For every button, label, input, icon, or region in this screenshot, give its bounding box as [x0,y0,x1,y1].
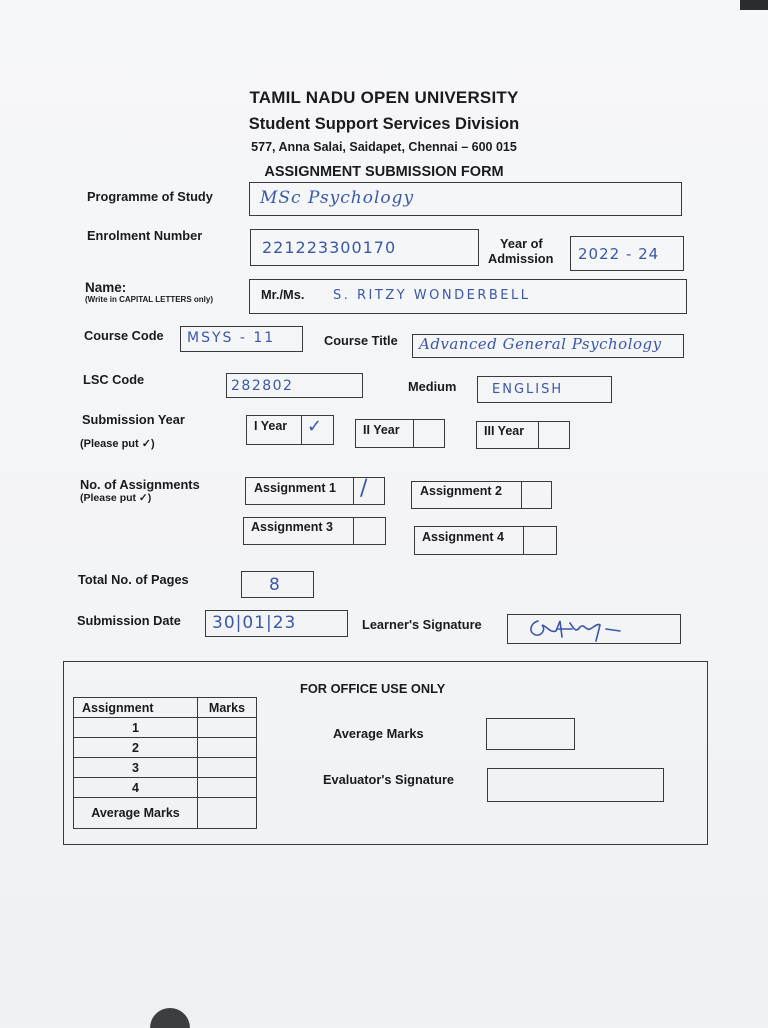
marks-cell[interactable] [198,778,257,798]
assignment-option-3[interactable] [243,517,386,545]
university-name: TAMIL NADU OPEN UNIVERSITY [249,88,519,107]
signature-field[interactable] [507,614,681,644]
average-marks-label: Average Marks [333,726,424,741]
course-code-label: Course Code [84,328,164,343]
table-row-average [74,798,257,829]
course-title-field[interactable] [412,334,684,358]
check-mark-icon: ✓ [307,416,323,437]
year-option-3-checkbox[interactable] [538,421,570,449]
programme-field[interactable] [249,182,682,216]
row-label: 2 [74,738,198,758]
submission-date-field[interactable] [205,610,348,637]
lsc-field[interactable] [226,373,363,398]
assignment-option-4[interactable] [414,526,557,555]
year-option-1[interactable] [246,415,334,445]
avg-row-label: Average Marks [74,798,198,829]
year-option-2-checkbox[interactable] [413,419,445,448]
evaluator-label: Evaluator's Signature [323,772,455,787]
marks-cell[interactable] [198,758,257,778]
marks-cell[interactable] [198,718,257,738]
evaluator-signature-field[interactable] [487,768,664,802]
programme-label: Programme of Study [87,189,213,204]
submission-date-label: Submission Date [77,613,181,628]
no-assignments-label: No. of Assignments [80,477,200,492]
year-option-3[interactable] [476,421,570,449]
year-option-2[interactable] [355,419,445,448]
medium-label: Medium [408,379,457,394]
year-admission-value: 2022 - 24 [578,245,660,263]
year-admission-label-2: Admission [488,251,554,266]
medium-field[interactable] [477,376,612,403]
signature-label: Learner's Signature [362,617,482,632]
address: 577, Anna Salai, Saidapet, Chennai – 600 015 [251,140,517,154]
enrolment-value: 221223300170 [262,238,397,257]
name-prefix: Mr./Ms. [261,287,305,302]
check-mark-icon: / [360,476,368,501]
table-header-assignment: Assignment [74,698,198,718]
enrolment-field[interactable] [250,229,479,266]
enrolment-label: Enrolment Number [87,228,203,243]
year-option-1-checkbox[interactable] [301,415,334,445]
average-marks-field[interactable] [486,718,575,750]
lsc-value: 282802 [231,378,294,394]
year-admission-label-1: Year of [500,236,543,251]
year-option-3-label: III Year [484,424,525,438]
submission-year-note: (Please put ✓) [80,438,155,450]
year-option-2-label: II Year [363,423,400,437]
assignment-option-4-label: Assignment 4 [422,530,504,544]
division-name: Student Support Services Division [248,115,520,133]
assignment-option-2[interactable] [411,481,552,509]
assignment-option-1-label: Assignment 1 [254,481,336,495]
assignment-option-1-checkbox[interactable] [353,477,385,505]
name-label: Name: [85,280,127,295]
marks-table [73,697,257,829]
medium-value: ENGLISH [492,382,564,397]
total-pages-field[interactable] [241,571,314,598]
total-pages-label: Total No. of Pages [78,572,189,587]
row-label: 4 [74,778,198,798]
name-field[interactable] [249,279,687,314]
name-value: S. RITZY WONDERBELL [333,288,531,303]
table-row [74,718,257,738]
row-label: 3 [74,758,198,778]
assignment-option-3-label: Assignment 3 [251,520,333,534]
course-title-value: Advanced General Psychology [419,335,662,353]
table-row [74,758,257,778]
marks-cell[interactable] [198,738,257,758]
course-code-value: MSYS - 11 [187,330,276,346]
shadow-object [150,1008,190,1028]
course-title-label: Course Title [324,333,398,348]
assignment-option-3-checkbox[interactable] [353,517,386,545]
submission-date-value: 30|01|23 [212,613,297,633]
programme-value: MSc Psychology [260,188,415,208]
year-admission-field[interactable] [570,236,684,271]
year-option-1-label: I Year [254,419,288,433]
signature-scribble [520,615,630,643]
course-code-field[interactable] [180,326,303,352]
no-assignments-note: (Please put ✓) [80,492,152,504]
avg-marks-cell[interactable] [198,798,257,829]
scan-edge-mark [740,0,768,10]
form-title: ASSIGNMENT SUBMISSION FORM [264,164,504,180]
name-note: (Write in CAPITAL LETTERS only) [85,295,213,304]
total-pages-value: 8 [269,575,281,595]
lsc-label: LSC Code [83,372,145,387]
table-header-row [74,698,257,718]
row-label: 1 [74,718,198,738]
table-row [74,738,257,758]
assignment-option-4-checkbox[interactable] [523,526,557,555]
assignment-option-2-checkbox[interactable] [521,481,552,509]
table-row [74,778,257,798]
submission-year-label: Submission Year [82,412,185,427]
assignment-option-1[interactable] [245,477,385,505]
table-header-marks: Marks [198,698,257,718]
assignment-option-2-label: Assignment 2 [420,484,502,498]
office-title: FOR OFFICE USE ONLY [300,681,446,696]
